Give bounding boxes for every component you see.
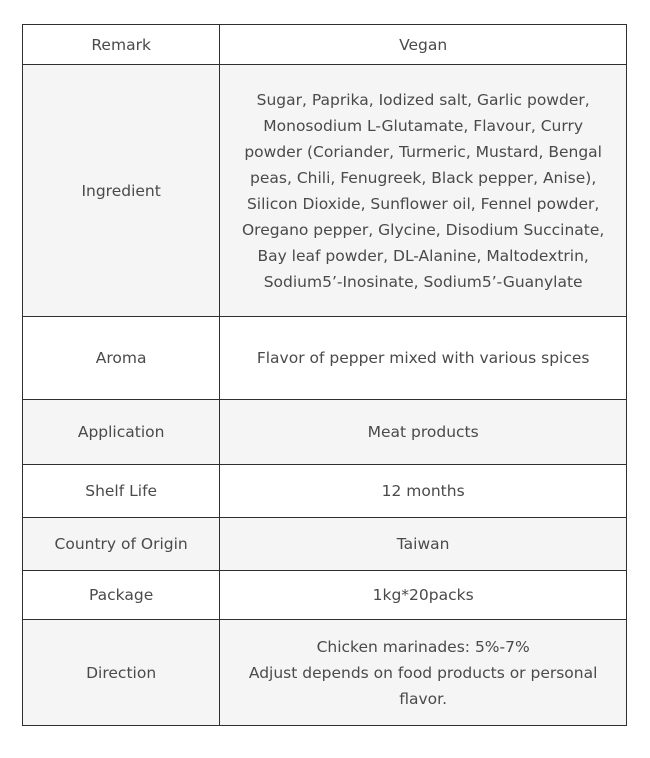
row-label: Shelf Life — [23, 465, 220, 518]
row-label: Direction — [23, 620, 220, 726]
row-label: Ingredient — [23, 65, 220, 317]
row-label: Aroma — [23, 317, 220, 400]
row-value: Sugar, Paprika, Iodized salt, Garlic powder, Monosodium L-Glutamate, Flavour, Curry powder (Coriander, Turmeric, Mustard, Bengal peas, Chili, Fenugreek, Black pepper, Anise), Silicon Dioxide, Sunflower oil, Fennel powder, Oregano pepper, Glycine, Disodium Succinate, Bay leaf powder, DL-Alanine, Maltodextrin, Sodium5’-Inosinate, Sodium5’-Guanylate — [220, 65, 627, 317]
table-row-ingredient — [23, 65, 627, 317]
row-label: Remark — [23, 25, 220, 65]
row-label: Package — [23, 571, 220, 620]
row-value: 12 months — [220, 465, 627, 518]
row-value: Chicken marinades: 5%-7% Adjust depends on food products or personal flavor. — [220, 620, 627, 726]
table-row-aroma — [23, 317, 627, 400]
product-spec-table — [22, 24, 627, 726]
row-value: Flavor of pepper mixed with various spices — [220, 317, 627, 400]
row-value: Meat products — [220, 400, 627, 465]
table-row-remark — [23, 25, 627, 65]
row-value: Taiwan — [220, 518, 627, 571]
row-label: Country of Origin — [23, 518, 220, 571]
row-value: 1kg*20packs — [220, 571, 627, 620]
table-row-application — [23, 400, 627, 465]
table-row-direction — [23, 620, 627, 726]
table-row-package — [23, 571, 627, 620]
row-label: Application — [23, 400, 220, 465]
table-row-country-of-origin — [23, 518, 627, 571]
row-value: Vegan — [220, 25, 627, 65]
table-row-shelf-life — [23, 465, 627, 518]
